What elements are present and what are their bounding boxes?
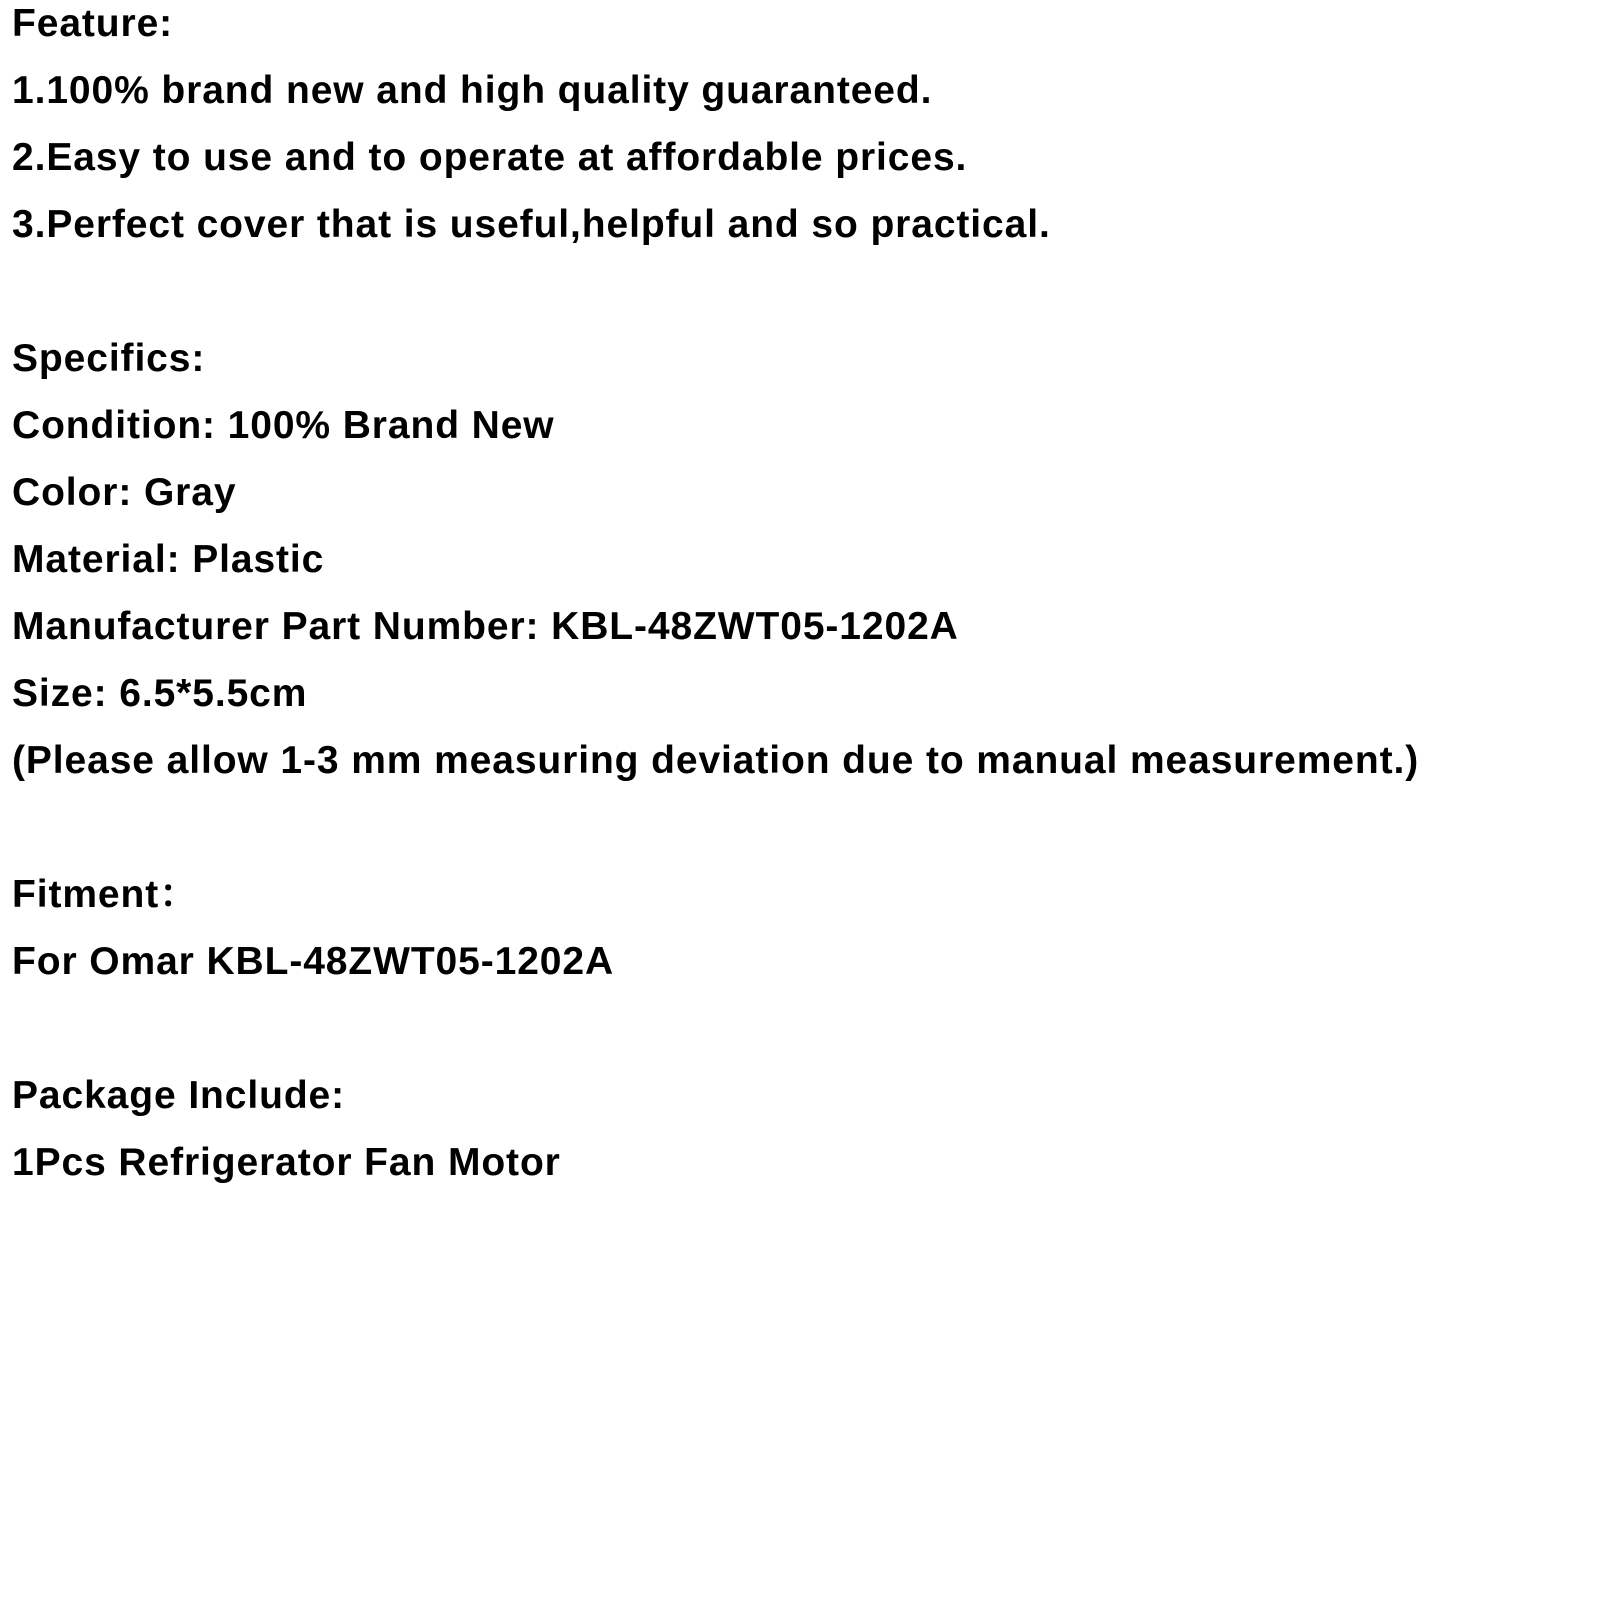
feature-item: 3.Perfect cover that is useful,helpful and so practical. — [12, 203, 1051, 246]
feature-heading: Feature: — [12, 2, 174, 45]
fitment-heading: Fitment： — [12, 873, 200, 916]
package-heading: Package Include: — [12, 1074, 346, 1117]
spec-color: Color: Gray — [12, 471, 237, 514]
specifics-heading: Specifics: — [12, 337, 206, 380]
spec-part-number: Manufacturer Part Number: KBL-48ZWT05-1202A — [12, 605, 959, 648]
spec-condition: Condition: 100% Brand New — [12, 404, 555, 447]
feature-item: 2.Easy to use and to operate at affordable prices. — [12, 136, 968, 179]
package-item: 1Pcs Refrigerator Fan Motor — [12, 1141, 561, 1184]
spec-size: Size: 6.5*5.5cm — [12, 672, 308, 715]
fitment-item: For Omar KBL-48ZWT05-1202A — [12, 940, 615, 983]
spec-material: Material: Plastic — [12, 538, 325, 581]
feature-item: 1.100% brand new and high quality guaranteed. — [12, 69, 933, 112]
spec-note: (Please allow 1-3 mm measuring deviation due to manual measurement.) — [12, 739, 1420, 782]
